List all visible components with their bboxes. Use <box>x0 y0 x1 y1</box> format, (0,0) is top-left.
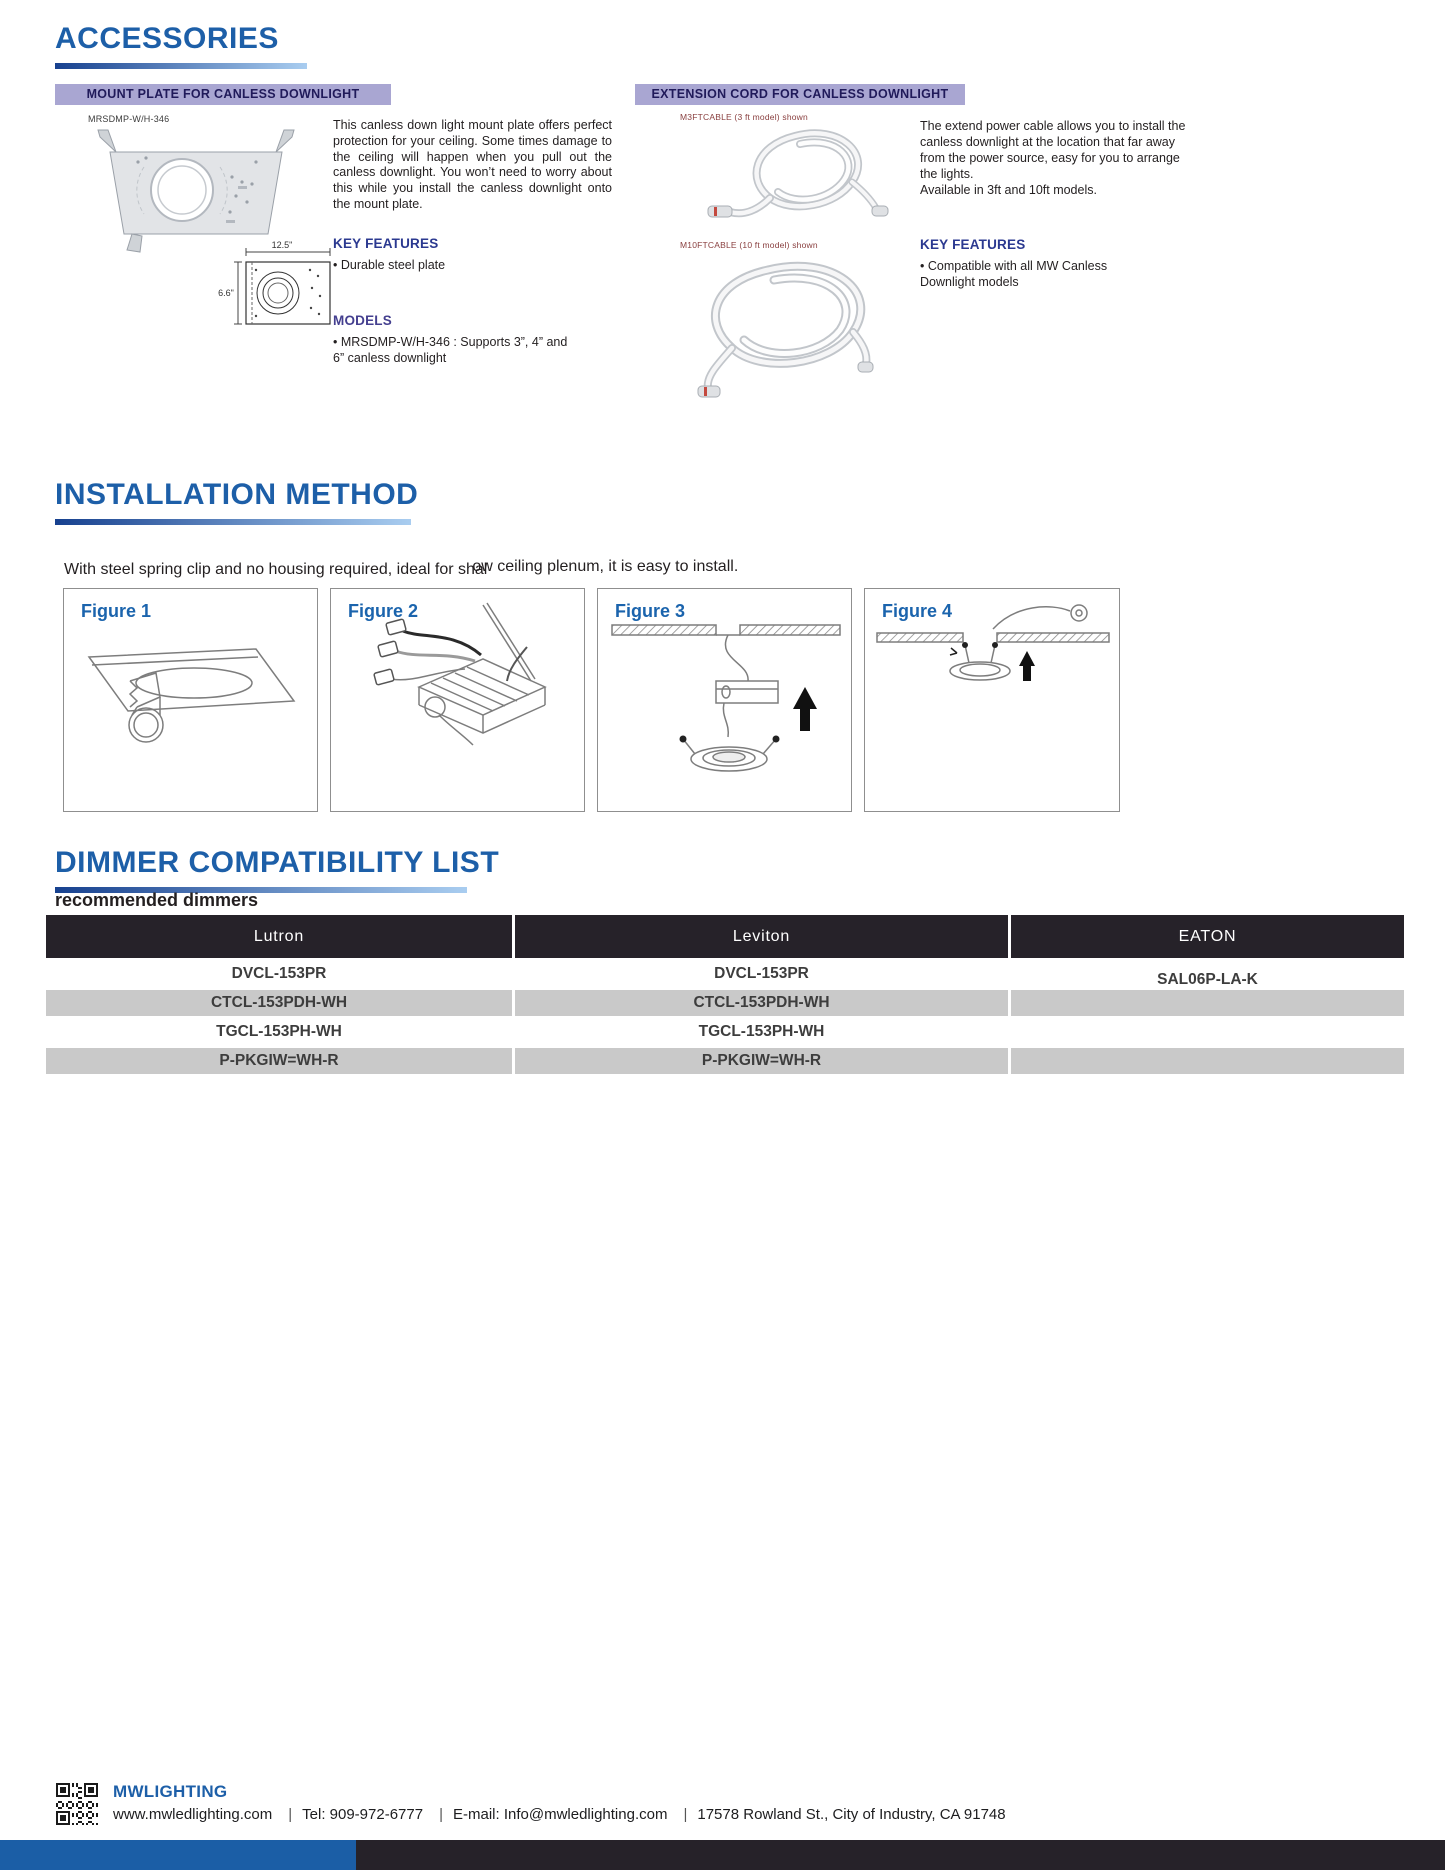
figure-3-drawing <box>598 589 851 811</box>
dim-width-label: 12.5" <box>271 240 293 250</box>
dimmer-table-cell: P-PKGIW=WH-R <box>515 1048 1008 1074</box>
dimmer-col-header: Leviton <box>515 915 1008 958</box>
intro-part1: With steel spring clip and no housing required, ideal for shal <box>64 561 488 578</box>
dimmer-table-cell: P-PKGIW=WH-R <box>46 1048 512 1074</box>
footer-separator: | <box>439 1806 443 1823</box>
footer-tel: Tel: 909-972-6777 <box>302 1806 424 1823</box>
footer-brand: MWLIGHTING <box>113 1782 228 1801</box>
dimmer-table-cell: TGCL-153PH-WH <box>515 1019 1008 1045</box>
figure-1-box <box>63 588 318 812</box>
figure-3-box <box>597 588 852 812</box>
dim-height-label: 6.6" <box>218 288 234 298</box>
accessories-rule <box>55 63 307 69</box>
figure-2-box <box>330 588 585 812</box>
footer-email: E-mail: Info@mwledlighting.com <box>452 1806 668 1823</box>
cable-10ft-image <box>648 248 913 413</box>
mount-plate-model-label: MRSDMP-W/H-346 <box>88 114 170 124</box>
cable-10ft-label: M10FTCABLE (10 ft model) shown <box>680 240 818 250</box>
dimmer-subtitle: recommended dimmers <box>55 890 259 910</box>
mount-plate-feature-item: • Durable steel plate <box>333 257 603 273</box>
figure-4-label: Figure 4 <box>882 601 953 621</box>
figure-3-label: Figure 3 <box>615 601 686 621</box>
cable-availability: Available in 3ft and 10ft models. <box>920 183 1097 197</box>
installation-rule <box>55 519 411 525</box>
dimmer-table-cell: TGCL-153PH-WH <box>46 1019 512 1045</box>
dimmer-table-cell: SAL06P-LA-K <box>1011 961 1404 987</box>
figure-4-box <box>864 588 1120 812</box>
dimmer-table-cell <box>1011 1048 1404 1074</box>
figure-1-label: Figure 1 <box>81 601 152 621</box>
mount-plate-key-features-title: KEY FEATURES <box>333 236 439 251</box>
dimmer-table-cell: DVCL-153PR <box>46 961 512 987</box>
footer-separator: | <box>683 1806 688 1823</box>
dimmer-table-cell <box>1011 990 1404 1016</box>
cable-feature-item: • Compatible with all MW Canless Downlight models <box>920 258 1160 291</box>
dimmer-title: DIMMER COMPATIBILITY LIST <box>55 846 500 879</box>
mount-plate-models-title: MODELS <box>333 313 392 328</box>
figure-2-drawing <box>331 589 584 811</box>
mount-plate-section-header: MOUNT PLATE FOR CANLESS DOWNLIGHT <box>55 84 391 105</box>
footer-contact <box>113 1806 1012 1823</box>
mount-plate-model-item: • MRSDMP-W/H-346 : Supports 3”, 4” and 6” canless downlight <box>333 334 578 367</box>
dimmer-col-header: EATON <box>1011 915 1404 958</box>
dimmer-table-cell: CTCL-153PDH-WH <box>515 990 1008 1016</box>
figure-1-drawing <box>64 589 317 811</box>
intro-part2: ow ceiling plenum, it is easy to install. <box>472 558 739 575</box>
footer-separator: | <box>288 1806 293 1823</box>
figure-4-drawing <box>865 589 1119 811</box>
footer-strip-blue <box>0 1840 356 1870</box>
installation-title: INSTALLATION METHOD <box>55 478 419 511</box>
cable-key-features-title: KEY FEATURES <box>920 237 1026 252</box>
extension-cord-section-header: EXTENSION CORD FOR CANLESS DOWNLIGHT <box>635 84 965 105</box>
footer-address: 17578 Rowland St., City of Industry, CA 91748 <box>697 1806 1006 1823</box>
dimmer-table-cell: DVCL-153PR <box>515 961 1008 987</box>
footer-strip-dark <box>356 1840 1445 1870</box>
accessories-title: ACCESSORIES <box>55 22 279 55</box>
figure-2-label: Figure 2 <box>348 601 419 621</box>
qr-code <box>55 1782 101 1828</box>
cable-3ft-image <box>700 118 895 236</box>
installation-intro <box>64 558 753 579</box>
cable-3ft-label: M3FTCABLE (3 ft model) shown <box>680 112 808 122</box>
mount-plate-dimension-drawing <box>212 238 338 333</box>
footer-website: www.mwledlighting.com <box>113 1806 273 1823</box>
cable-description: The extend power cable allows you to install the canless downlight at the location that far away from the power source, easy for you to arrange the lights. <box>920 119 1186 181</box>
dimmer-table <box>46 915 1398 1074</box>
dimmer-table-cell <box>1011 1019 1404 1045</box>
mount-plate-description: This canless down light mount plate offers perfect protection for your ceiling. Some times damage to the ceiling will happen when you pull out the canless downlight. You won’t need to worry about this while you install the canless downlight onto the mount plate. <box>333 118 612 211</box>
dimmer-col-header: Lutron <box>46 915 512 958</box>
dimmer-table-cell: CTCL-153PDH-WH <box>46 990 512 1016</box>
